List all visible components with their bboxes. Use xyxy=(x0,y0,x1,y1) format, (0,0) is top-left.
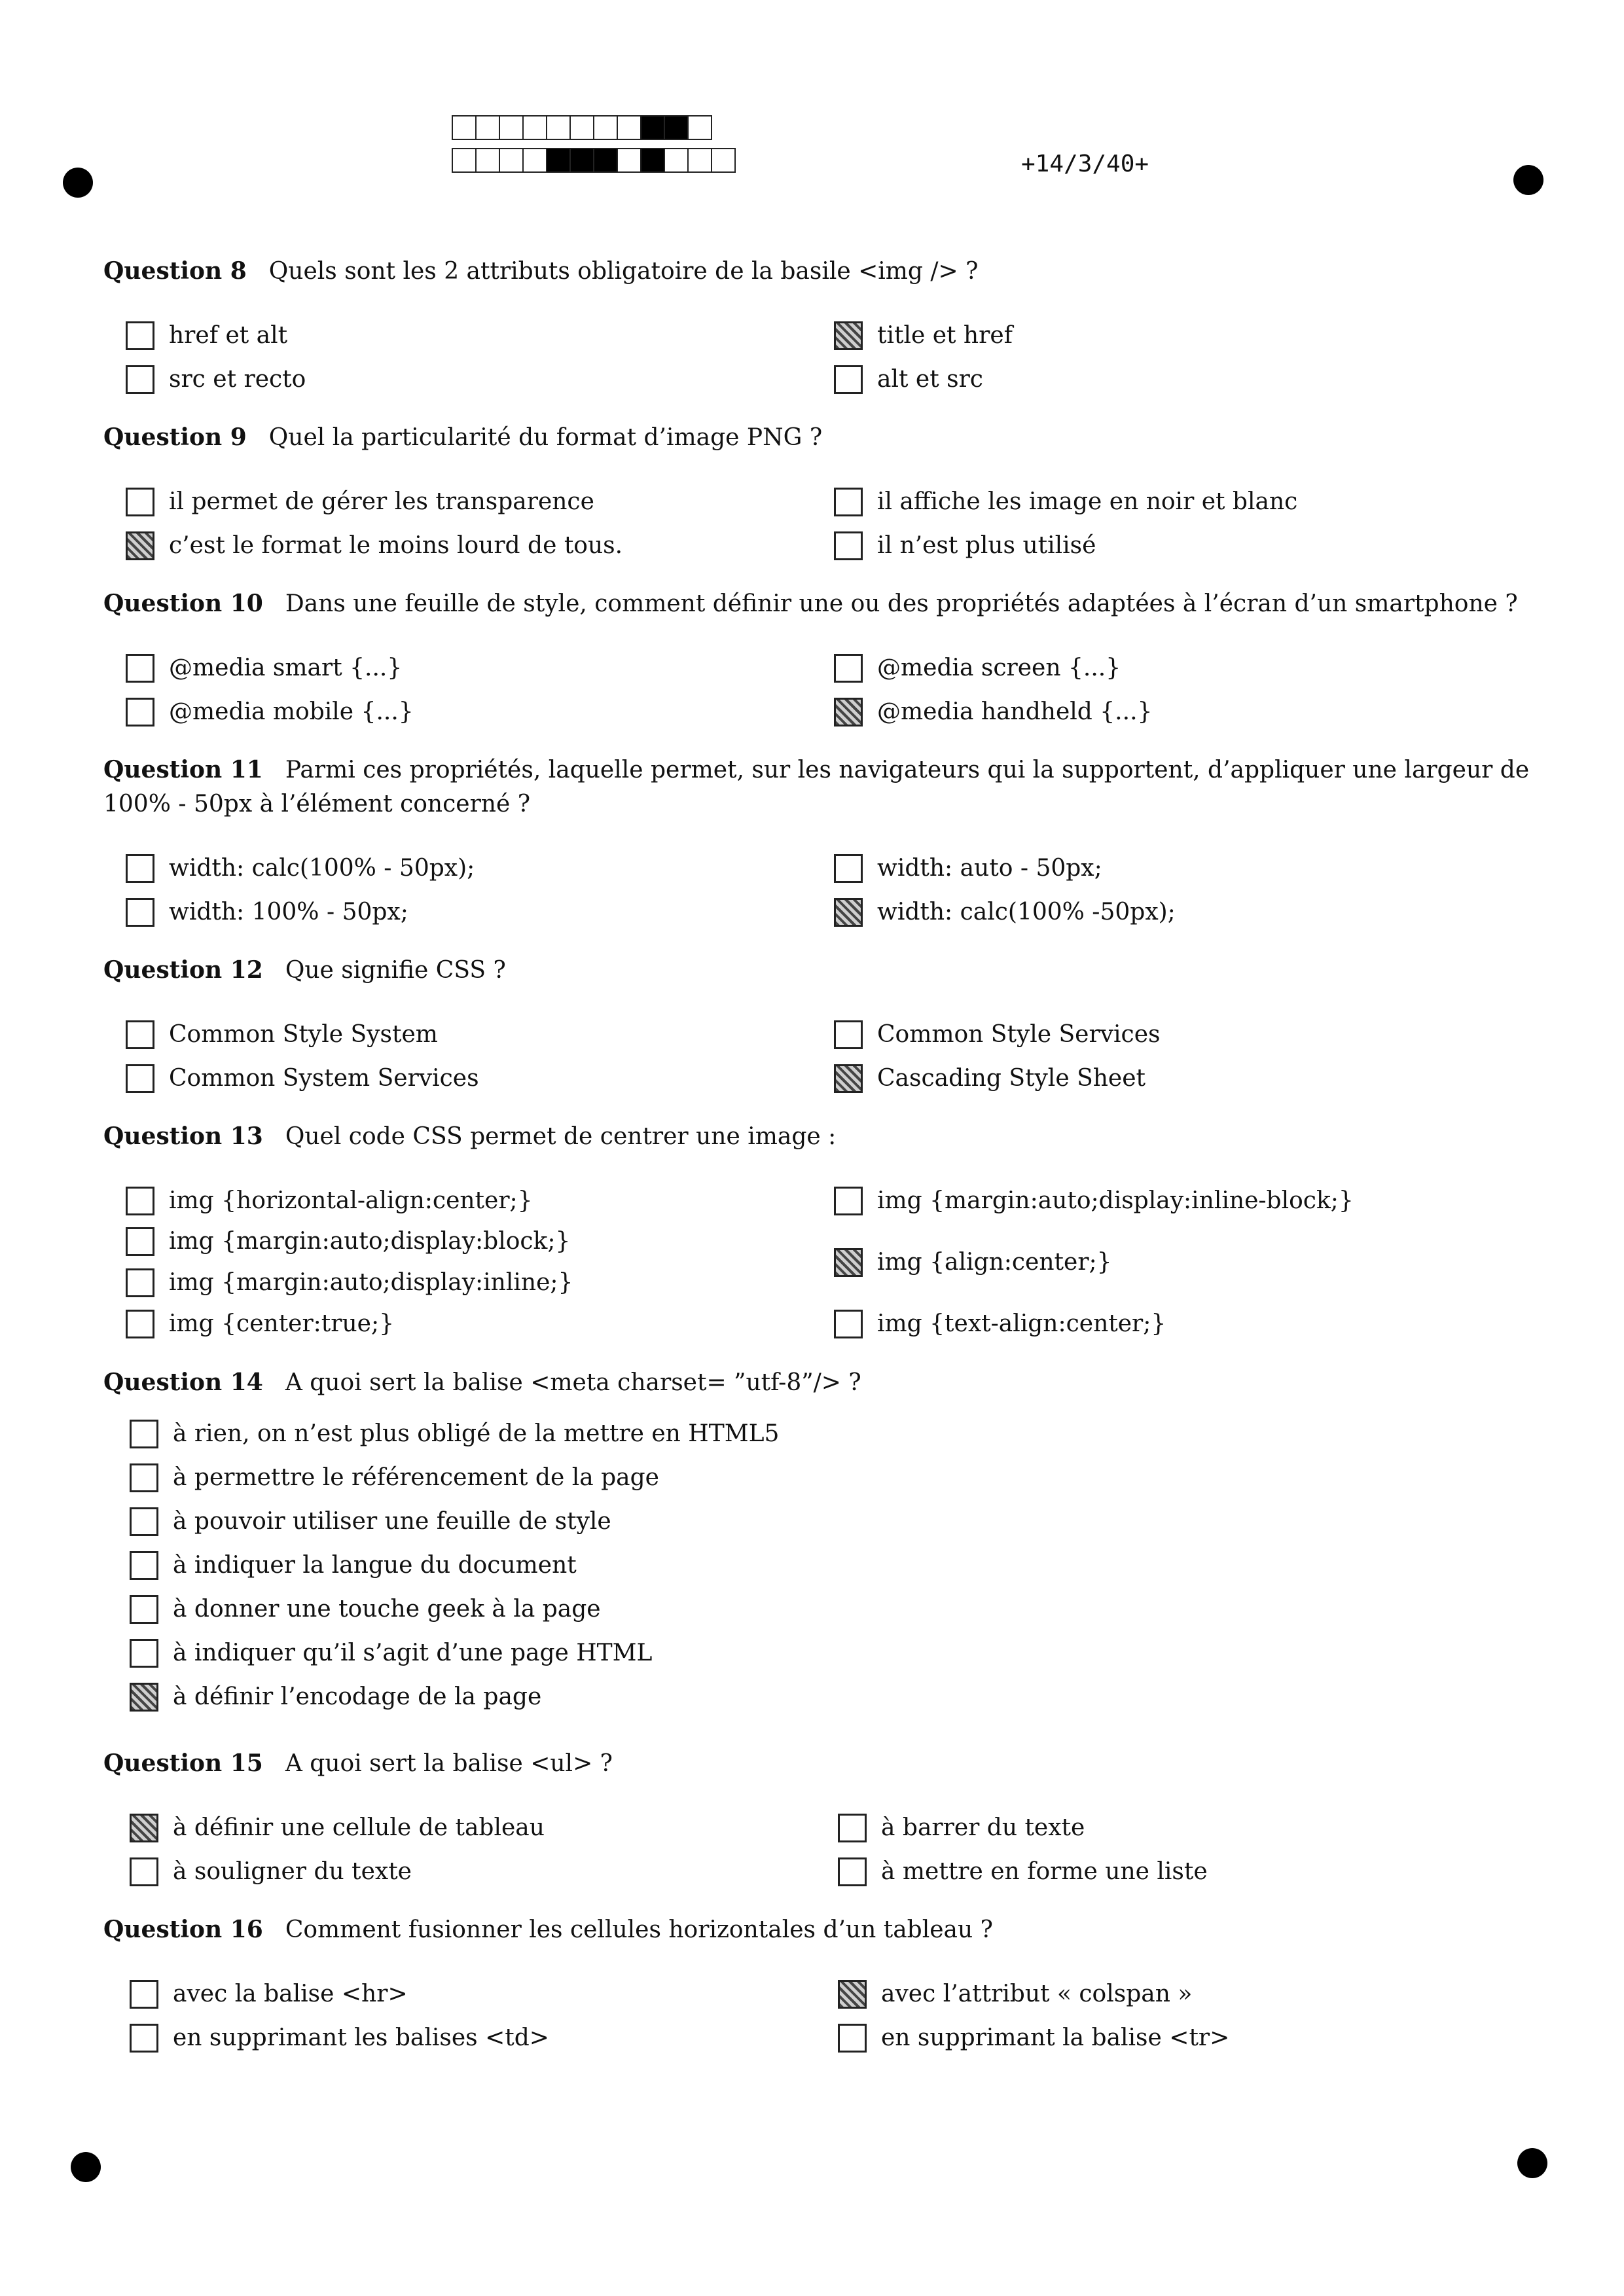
answer-label: Common System Services xyxy=(169,1065,479,1092)
answer-label: @media screen {...} xyxy=(877,655,1121,681)
answer-label: title et href xyxy=(877,322,1013,349)
answer-option[interactable] xyxy=(126,486,594,518)
answer-label: src et recto xyxy=(169,366,306,393)
question-label: Question 10 xyxy=(103,590,263,617)
answer-label: avec l’attribut « colspan » xyxy=(881,1981,1193,2007)
checkbox[interactable] xyxy=(126,698,154,726)
question-text: Parmi ces propriétés, laquelle permet, sur les navigateurs qui la supportent, d’appliquer une largeur de 100% - 50px à l’élément concerné ? xyxy=(103,757,1530,817)
id-grid-cell xyxy=(664,148,689,173)
answer-option[interactable] xyxy=(130,1978,408,2011)
question-16 xyxy=(103,1912,1530,1947)
checkbox[interactable] xyxy=(834,854,863,883)
answer-label: à permettre le référencement de la page xyxy=(173,1464,659,1491)
question-8 xyxy=(103,254,1530,289)
question-label: Question 12 xyxy=(103,956,263,984)
checkbox[interactable] xyxy=(834,654,863,683)
id-grid-cell xyxy=(475,148,500,173)
answer-option[interactable] xyxy=(834,529,1096,562)
answer-option[interactable] xyxy=(130,1549,577,1582)
answer-option[interactable] xyxy=(130,1856,412,1888)
id-grid-cell xyxy=(617,115,641,140)
answer-label: width: calc(100% -50px); xyxy=(877,899,1176,925)
answer-option[interactable] xyxy=(838,1812,1085,1844)
id-grid-cell xyxy=(569,148,594,173)
answer-label: img {margin:auto;display:block;} xyxy=(169,1228,571,1255)
question-15 xyxy=(103,1746,1530,1781)
answer-label: à souligner du texte xyxy=(173,1858,412,1885)
question-label: Question 13 xyxy=(103,1122,263,1150)
checkbox[interactable] xyxy=(834,488,863,516)
answer-label: width: calc(100% - 50px); xyxy=(169,855,475,882)
checkbox[interactable] xyxy=(126,1268,154,1297)
checkbox[interactable] xyxy=(130,1463,158,1492)
id-grid-cell xyxy=(664,115,689,140)
answer-label: img {center:true;} xyxy=(169,1310,395,1337)
checkbox[interactable] xyxy=(834,1187,863,1215)
question-text: Que signifie CSS ? xyxy=(285,957,506,984)
checkbox[interactable] xyxy=(126,1310,154,1338)
id-grid-cell xyxy=(452,148,477,173)
answer-option[interactable] xyxy=(834,1246,1112,1279)
id-grid-cell xyxy=(640,148,665,173)
question-text: Quel code CSS permet de centrer une image : xyxy=(285,1123,837,1150)
answer-label: il n’est plus utilisé xyxy=(877,532,1096,559)
answer-label: @media mobile {...} xyxy=(169,698,414,725)
corner-mark-top-left xyxy=(63,168,93,198)
question-label: Question 11 xyxy=(103,756,263,783)
question-label: Question 8 xyxy=(103,257,247,285)
answer-label: c’est le format le moins lourd de tous. xyxy=(169,532,623,559)
question-13 xyxy=(103,1119,1530,1154)
checkbox[interactable] xyxy=(838,1980,867,2009)
answer-option[interactable] xyxy=(126,896,408,929)
id-grid-cell xyxy=(687,148,712,173)
question-label: Question 16 xyxy=(103,1916,263,1943)
answer-label: img {align:center;} xyxy=(877,1249,1112,1276)
checkbox[interactable] xyxy=(130,2024,158,2053)
checkbox[interactable] xyxy=(838,1814,867,1842)
question-11 xyxy=(103,753,1530,821)
answer-option[interactable] xyxy=(834,363,983,396)
answer-label: à définir une cellule de tableau xyxy=(173,1814,545,1841)
id-grid-cell xyxy=(475,115,500,140)
answer-option[interactable] xyxy=(126,1185,533,1217)
checkbox[interactable] xyxy=(834,898,863,927)
question-text: Dans une feuille de style, comment définir une ou des propriétés adaptées à l’écran d’un smartphone ? xyxy=(285,590,1518,617)
answer-label: width: 100% - 50px; xyxy=(169,899,408,925)
answer-option[interactable] xyxy=(130,1637,652,1670)
answer-option[interactable] xyxy=(834,1185,1354,1217)
id-grid-cell xyxy=(522,148,547,173)
checkbox[interactable] xyxy=(834,1020,863,1049)
answer-option[interactable] xyxy=(834,486,1297,518)
checkbox[interactable] xyxy=(838,2024,867,2053)
answer-label: à pouvoir utiliser une feuille de style xyxy=(173,1508,611,1535)
page-id: +14/3/40+ xyxy=(1021,151,1149,177)
checkbox[interactable] xyxy=(834,698,863,726)
checkbox[interactable] xyxy=(834,321,863,350)
checkbox[interactable] xyxy=(834,531,863,560)
checkbox[interactable] xyxy=(838,1857,867,1886)
question-text: Quels sont les 2 attributs obligatoire de la basile <img /> ? xyxy=(268,258,979,285)
answer-label: avec la balise <hr> xyxy=(173,1981,408,2007)
checkbox[interactable] xyxy=(126,365,154,394)
checkbox[interactable] xyxy=(834,365,863,394)
answer-option[interactable] xyxy=(126,529,623,562)
id-grid-cell xyxy=(687,115,712,140)
answer-label: à barrer du texte xyxy=(881,1814,1085,1841)
checkbox[interactable] xyxy=(126,531,154,560)
checkbox[interactable] xyxy=(130,1551,158,1580)
id-grid-cell xyxy=(546,148,571,173)
id-grid-cell xyxy=(711,148,736,173)
checkbox[interactable] xyxy=(126,1187,154,1215)
corner-mark-bottom-right xyxy=(1517,2148,1547,2178)
answer-label: img {horizontal-align:center;} xyxy=(169,1187,533,1214)
answer-option[interactable] xyxy=(130,2022,549,2054)
question-12 xyxy=(103,953,1530,988)
checkbox[interactable] xyxy=(126,898,154,927)
answer-option[interactable] xyxy=(834,1308,1166,1340)
checkbox[interactable] xyxy=(126,1064,154,1093)
checkbox[interactable] xyxy=(130,1814,158,1842)
answer-option[interactable] xyxy=(126,1266,573,1299)
question-14 xyxy=(103,1365,1530,1400)
answer-option[interactable] xyxy=(838,1978,1192,2011)
checkbox[interactable] xyxy=(126,854,154,883)
answer-label: il affiche les image en noir et blanc xyxy=(877,488,1298,515)
answer-option[interactable] xyxy=(126,852,475,885)
checkbox[interactable] xyxy=(126,488,154,516)
answer-label: à indiquer qu’il s’agit d’une page HTML xyxy=(173,1640,653,1666)
checkbox[interactable] xyxy=(126,1227,154,1256)
id-grid-cell xyxy=(499,148,524,173)
answer-option[interactable] xyxy=(834,652,1121,685)
answer-option[interactable] xyxy=(834,1018,1161,1051)
question-9 xyxy=(103,420,1530,455)
checkbox[interactable] xyxy=(834,1310,863,1338)
answer-option[interactable] xyxy=(126,1308,394,1340)
answer-option[interactable] xyxy=(834,319,1013,352)
checkbox[interactable] xyxy=(130,1683,158,1712)
id-grid-cell xyxy=(546,115,571,140)
answer-label: @media smart {...} xyxy=(169,655,403,681)
answer-label: à rien, on n’est plus obligé de la mettre en HTML5 xyxy=(173,1420,780,1447)
answer-label: img {margin:auto;display:inline;} xyxy=(169,1269,573,1296)
answer-label: en supprimant les balises <td> xyxy=(173,2024,549,2051)
answer-option[interactable] xyxy=(126,1018,438,1051)
question-text: Comment fusionner les cellules horizontales d’un tableau ? xyxy=(285,1916,993,1943)
answer-option[interactable] xyxy=(834,896,1176,929)
answer-label: Cascading Style Sheet xyxy=(877,1065,1146,1092)
answer-option[interactable] xyxy=(130,1462,659,1494)
answer-label: img {text-align:center;} xyxy=(877,1310,1166,1337)
answer-option[interactable] xyxy=(130,1593,601,1626)
question-text: A quoi sert la balise <meta charset= ”utf-8”/> ? xyxy=(285,1369,861,1396)
checkbox[interactable] xyxy=(130,1595,158,1624)
corner-mark-top-right xyxy=(1513,165,1543,195)
question-10 xyxy=(103,586,1530,621)
id-grid-cell xyxy=(452,115,477,140)
answer-label: img {margin:auto;display:inline-block;} xyxy=(877,1187,1354,1214)
checkbox[interactable] xyxy=(126,321,154,350)
id-grid-cell xyxy=(617,148,641,173)
checkbox[interactable] xyxy=(834,1064,863,1093)
answer-option[interactable] xyxy=(126,696,414,728)
id-grid-cell xyxy=(569,115,594,140)
answer-option[interactable] xyxy=(130,1681,541,1713)
page-id-grid-row1 xyxy=(452,115,711,140)
answer-label: width: auto - 50px; xyxy=(877,855,1102,882)
answer-option[interactable] xyxy=(126,319,287,352)
answer-option[interactable] xyxy=(834,1062,1146,1095)
checkbox[interactable] xyxy=(130,1857,158,1886)
id-grid-cell xyxy=(640,115,665,140)
id-grid-cell xyxy=(522,115,547,140)
question-text: A quoi sert la balise <ul> ? xyxy=(285,1750,613,1777)
answer-label: à définir l’encodage de la page xyxy=(173,1683,542,1710)
answer-option[interactable] xyxy=(130,1505,611,1538)
page-id-grid-row2 xyxy=(452,148,734,173)
corner-mark-bottom-left xyxy=(71,2152,101,2182)
checkbox[interactable] xyxy=(130,1639,158,1668)
answer-option[interactable] xyxy=(126,1062,479,1095)
answer-label: il permet de gérer les transparence xyxy=(169,488,594,515)
answer-option[interactable] xyxy=(838,1856,1208,1888)
checkbox[interactable] xyxy=(130,1980,158,2009)
checkbox[interactable] xyxy=(130,1420,158,1448)
answer-label: à indiquer la langue du document xyxy=(173,1552,577,1579)
answer-option[interactable] xyxy=(130,1812,545,1844)
checkbox[interactable] xyxy=(126,654,154,683)
answer-option[interactable] xyxy=(126,363,306,396)
answer-label: Common Style Services xyxy=(877,1021,1161,1048)
id-grid-cell xyxy=(593,115,618,140)
answer-option[interactable] xyxy=(834,852,1102,885)
answer-label: Common Style System xyxy=(169,1021,438,1048)
id-grid-cell xyxy=(499,115,524,140)
answer-option[interactable] xyxy=(126,1225,570,1258)
id-grid-cell xyxy=(593,148,618,173)
question-label: Question 9 xyxy=(103,423,247,451)
question-label: Question 15 xyxy=(103,1749,263,1777)
answer-label: à mettre en forme une liste xyxy=(881,1858,1208,1885)
checkbox[interactable] xyxy=(126,1020,154,1049)
answer-label: alt et src xyxy=(877,366,983,393)
answer-label: en supprimant la balise <tr> xyxy=(881,2024,1230,2051)
answer-label: @media handheld {...} xyxy=(877,698,1153,725)
checkbox[interactable] xyxy=(130,1507,158,1536)
question-text: Quel la particularité du format d’image PNG ? xyxy=(268,424,823,451)
answer-option[interactable] xyxy=(838,2022,1229,2054)
question-label: Question 14 xyxy=(103,1369,263,1396)
answer-label: à donner une touche geek à la page xyxy=(173,1596,601,1623)
answer-option[interactable] xyxy=(130,1418,779,1450)
answer-option[interactable] xyxy=(126,652,402,685)
answer-option[interactable] xyxy=(834,696,1152,728)
answer-label: href et alt xyxy=(169,322,288,349)
checkbox[interactable] xyxy=(834,1248,863,1277)
